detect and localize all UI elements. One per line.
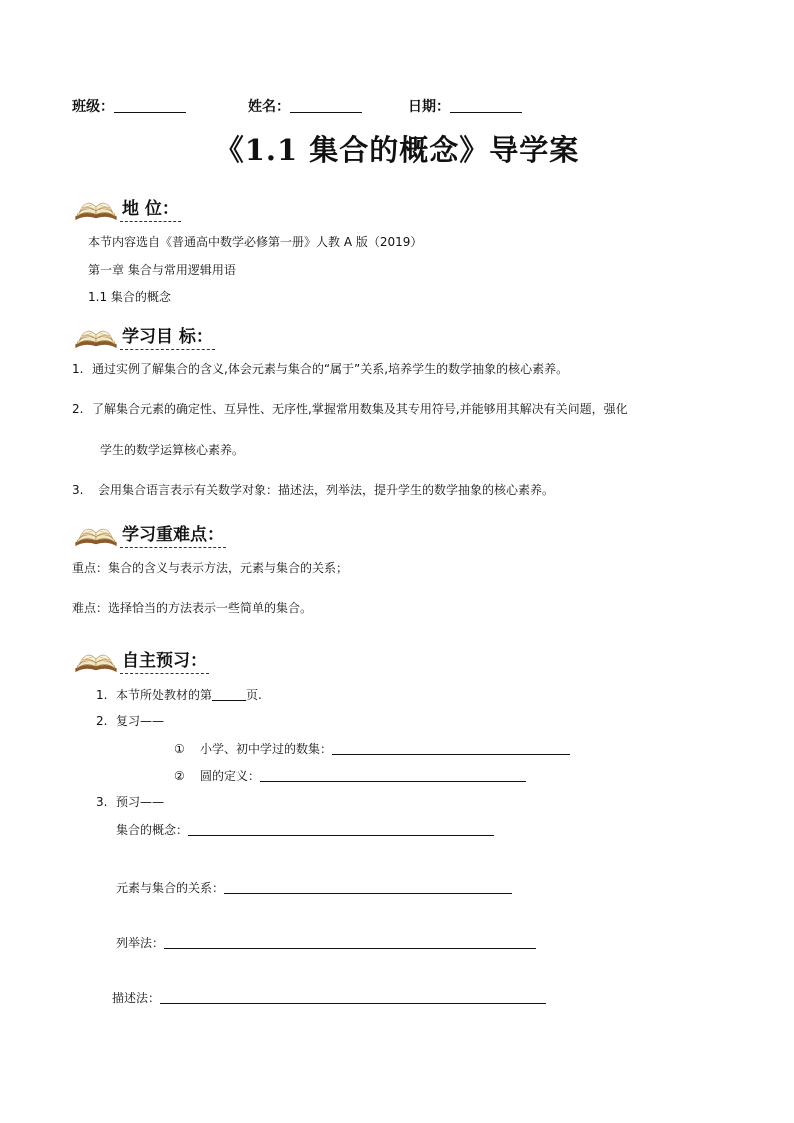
- key-point-text: 重点：集合的含义与表示方法，元素与集合的关系；: [72, 561, 349, 575]
- description-method-blank[interactable]: [160, 991, 546, 1004]
- relation-row: [116, 880, 512, 896]
- open-book-icon: [72, 518, 120, 548]
- circled-one: ①: [174, 742, 185, 756]
- class-field: [72, 96, 186, 116]
- objective-number: 2.: [72, 402, 84, 416]
- name-field: [248, 96, 362, 116]
- circle-definition-blank[interactable]: [260, 769, 526, 782]
- number-sets-blank[interactable]: [332, 742, 570, 755]
- relation-label: 元素与集合的关系：: [116, 881, 225, 895]
- listing-method-label: 列举法：: [116, 936, 165, 950]
- section-objectives-heading: [72, 314, 215, 350]
- review-sub-item-2: [174, 768, 526, 784]
- listing-method-blank[interactable]: [164, 936, 536, 949]
- circled-two: ②: [174, 769, 185, 783]
- difficult-point-text: 难点：选择恰当的方法表示一些简单的集合。: [72, 601, 313, 615]
- preview-number: 2.: [96, 714, 108, 728]
- objective-text: 通过实例了解集合的含义,体会元素与集合的“属于”关系,培养学生的数学抽象的核心素养。: [92, 362, 569, 376]
- preview-item-2: [96, 713, 164, 729]
- listing-row: [116, 935, 536, 951]
- relation-blank[interactable]: [224, 881, 512, 894]
- preview-item-1-text: 本节所处教材的第: [116, 688, 213, 702]
- position-line-2: 第一章 集合与常用逻辑用语: [88, 263, 236, 277]
- review-sub-item-1-label: 小学、初中学过的数集：: [200, 742, 333, 756]
- open-book-icon: [72, 192, 120, 222]
- open-book-icon: [72, 320, 120, 350]
- objective-number: 3.: [72, 483, 84, 497]
- concept-blank[interactable]: [188, 823, 494, 836]
- section-preview-title: 自主预习：: [120, 651, 209, 674]
- review-sub-item-2-label: 圆的定义：: [200, 769, 261, 783]
- position-line-3: 1.1 集合的概念: [88, 290, 171, 304]
- section-objectives-title: 学习目 标：: [120, 327, 215, 350]
- date-field: [408, 96, 522, 116]
- section-position-title: 地 位：: [120, 199, 181, 222]
- preview-item-3: [96, 794, 164, 810]
- objective-number: 1.: [72, 362, 84, 376]
- concept-label: 集合的概念：: [116, 823, 189, 837]
- preview-number: 1.: [96, 688, 108, 702]
- preview-item-1: [96, 687, 262, 703]
- section-keypoints-heading: [72, 512, 226, 548]
- description-method-label: 描述法：: [112, 991, 161, 1005]
- class-blank[interactable]: [114, 98, 186, 113]
- date-blank[interactable]: [450, 98, 522, 113]
- date-label: 日期：: [408, 99, 450, 115]
- objective-item-1: [72, 361, 568, 377]
- position-line-1: 本节内容选自《普通高中数学必修第一册》人教 A 版（2019）: [88, 235, 423, 249]
- class-label: 班级：: [72, 99, 114, 115]
- preview-item-1-suffix: 页.: [246, 688, 262, 702]
- preview-item-2-label: 复习——: [116, 714, 165, 728]
- description-row: [112, 990, 546, 1006]
- page-title: 《1.1 集合的概念》导学案: [214, 133, 580, 167]
- objective-item-2: [72, 401, 628, 417]
- name-label: 姓名：: [248, 99, 290, 115]
- objective-text: 了解集合元素的确定性、互异性、无序性,掌握常用数集及其专用符号,并能够用其解决有关问题，强化: [92, 402, 628, 416]
- objective-item-3: [72, 482, 554, 498]
- page-number-blank[interactable]: [212, 688, 246, 701]
- review-sub-item-1: [174, 741, 570, 757]
- objective-text: 会用集合语言表示有关数学对象：描述法，列举法，提升学生的数学抽象的核心素养。: [98, 483, 555, 497]
- preview-number: 3.: [96, 795, 108, 809]
- objective-item-2-continuation: 学生的数学运算核心素养。: [100, 443, 245, 457]
- open-book-icon: [72, 644, 120, 674]
- name-blank[interactable]: [290, 98, 362, 113]
- section-position-heading: [72, 186, 181, 222]
- section-keypoints-title: 学习重难点：: [120, 525, 226, 548]
- preview-item-3-label: 预习——: [116, 795, 165, 809]
- section-preview-heading: [72, 638, 209, 674]
- concept-row: [116, 822, 494, 838]
